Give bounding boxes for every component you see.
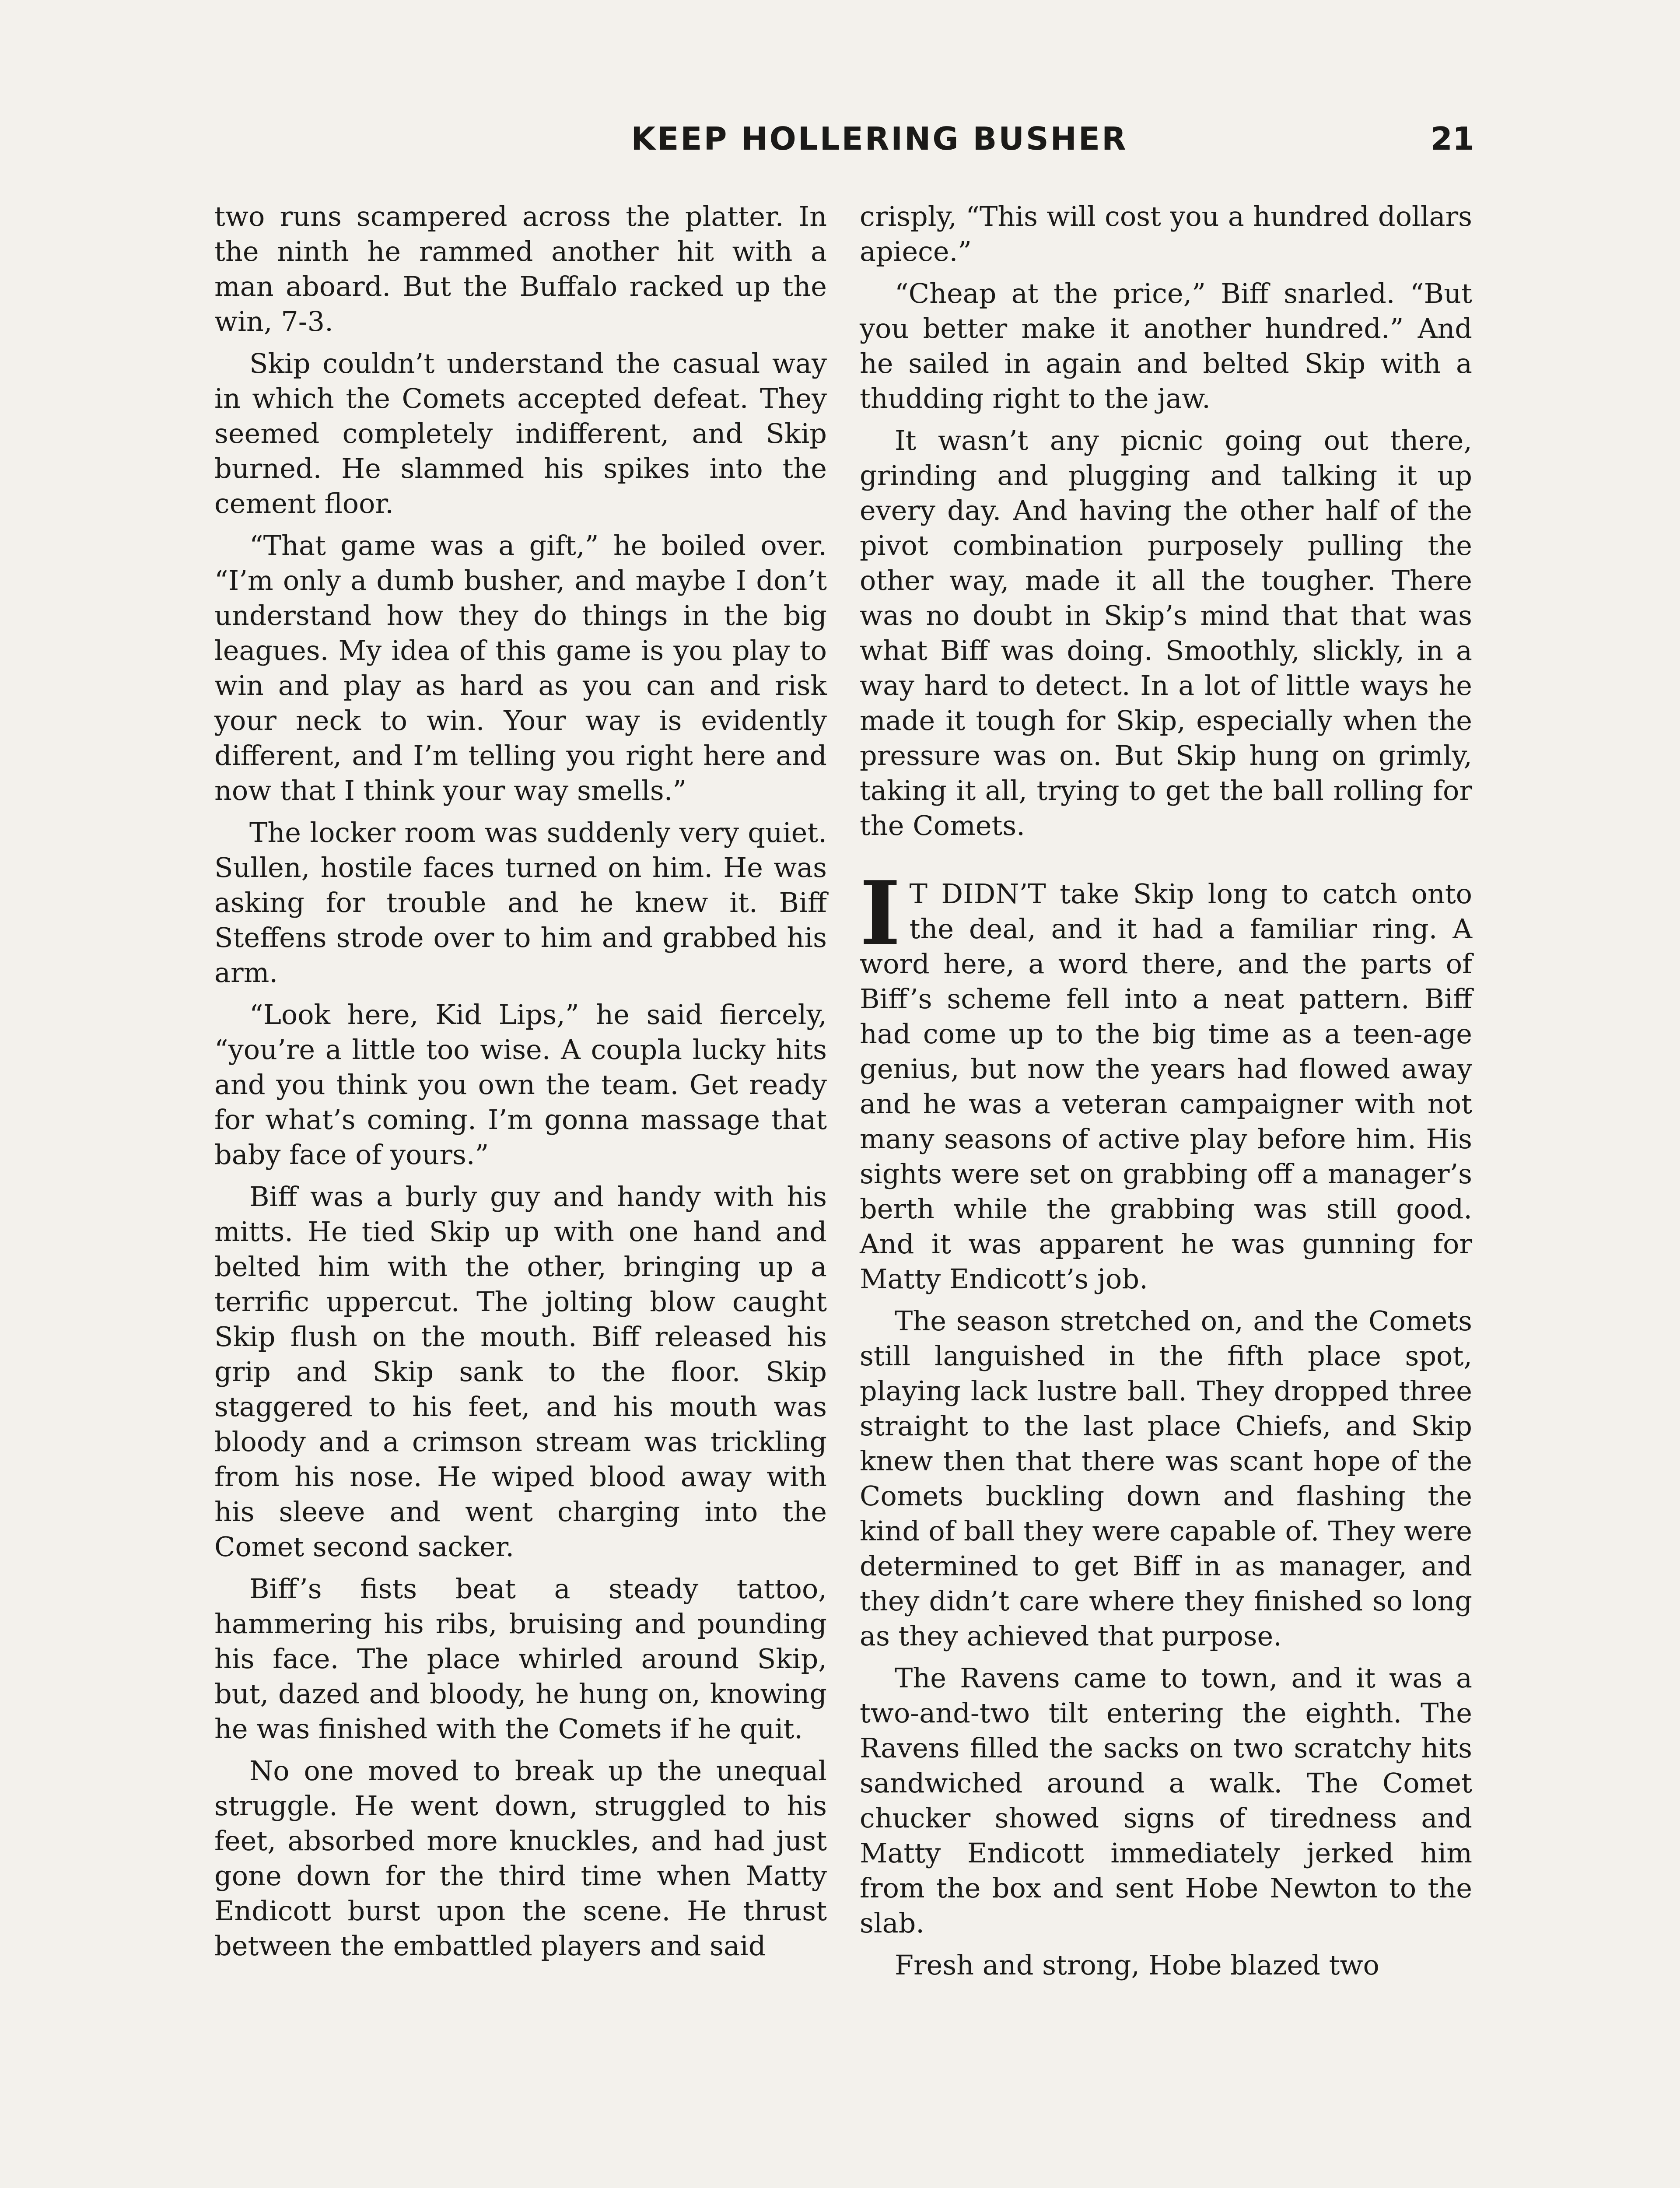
paragraph: It wasn’t any picnic going out there, grinding and plugging and talking it up every day. And having the other half of the pivot combination purposely pulling the other way, made it all the tougher. There was no doubt in Skip’s mind that that was what Biff was doing. Smoothly, slickly, in a way hard to detect. In a lot of little ways he made it tough for Skip, especially when the pressure was on. But Skip hung on grimly, taking it all, trying to get the ball rolling for the Comets.	[860, 424, 1472, 842]
paragraph: “Cheap at the price,” Biff snarled. “But you better make it another hundred.” And he sailed in again and belted Skip with a thudding right to the jaw.	[860, 277, 1472, 414]
paragraph: Biff was a burly guy and handy with his mitts. He tied Skip up with one hand and belted him with the other, bringing up a terrific uppercut. The jolting blow caught Skip flush on the mouth. Biff released his grip and Skip sank to the floor. Skip staggered to his feet, and his mouth was bloody and a crimson stream was trickling from his nose. He wiped blood away with his sleeve and went charging into the Comet second sacker.	[214, 1181, 827, 1563]
paragraph: The season stretched on, and the Comets still languished in the fifth place spot, playing lack lustre ball. They dropped three straight to the last place Chiefs, and Skip knew then that there was scant hope of the Comets buckling down and flashing the kind of ball they were capable of. They were determined to get Biff in as manager, and they didn’t care where they finished so long as they achieved that purpose.	[860, 1305, 1472, 1652]
dropcap-letter: I	[860, 862, 901, 965]
paragraph: crisply, “This will cost you a hundred dollars apiece.”	[860, 200, 1472, 267]
paragraph: Skip couldn’t understand the casual way in which the Comets accepted defeat. They seemed completely indifferent, and Skip burned. He slammed his spikes into the cement floor.	[214, 347, 827, 519]
right-column	[860, 199, 1472, 1990]
paragraph: Fresh and strong, Hobe blazed two	[895, 1949, 1379, 1981]
left-column	[214, 199, 827, 1971]
page-number: 21	[1430, 120, 1474, 157]
paragraph: The Ravens came to town, and it was a two-and-two tilt entering the eighth. The Ravens filled the sacks on two scratchy hits sandwiched around a walk. The Comet chucker showed signs of tiredness and Matty Endicott immediately jerked him from the box and sent Hobe Newton to the slab.	[860, 1662, 1472, 1939]
dropcap-paragraph	[860, 862, 1472, 1297]
paragraph: No one moved to break up the unequal struggle. He went down, struggled to his feet, absorbed more knuckles, and had just gone down for the third time when Matty Endicott burst upon the scene. He thrust between the embattled players and said	[214, 1755, 827, 1962]
paragraph: “That game was a gift,” he boiled over. “I’m only a dumb busher, and maybe I don’t understand how they do things in the big leagues. My idea of this game is you play to win and play as hard as you can and risk your neck to win. Your way is evidently different, and I’m telling you right here and now that I think your way smells.”	[214, 529, 827, 806]
paragraph: two runs scampered across the platter. In the ninth he rammed another hit with a man aboard. But the Buffalo racked up the win, 7-3.	[214, 200, 827, 337]
page-header	[214, 115, 1474, 163]
paragraph: “Look here, Kid Lips,” he said fiercely, “you’re a little too wise. A coupla lucky hits and you think you own the team. Get ready for what’s coming. I’m gonna massage that baby face of yours.”	[214, 999, 827, 1171]
running-title: KEEP HOLLERING BUSHER	[631, 120, 1128, 157]
section-break	[860, 850, 1472, 877]
paragraph: The locker room was suddenly very quiet. Sullen, hostile faces turned on him. He was asking for trouble and he knew it. Biff Steffens strode over to him and grabbed his arm.	[214, 817, 827, 989]
dropcap-paragraph-text: T DIDN’T take Skip long to catch onto the deal, and it had a familiar ring. A word here, a word there, and the parts of Biff’s scheme fell into a neat pattern. Biff had come up to the big time as a teen-age genius, but now the years had flowed away and he was a veteran campaigner with not many seasons of active play before him. His sights were set on grabbing off a manager’s berth while the grabbing was still good. And it was apparent he was gunning for Matty Endicott’s job.	[860, 878, 1472, 1295]
paragraph: Biff’s fists beat a steady tattoo, hammering his ribs, bruising and pounding his face. The place whirled around Skip, but, dazed and bloody, he hung on, knowing he was finished with the Comets if he quit.	[214, 1573, 827, 1745]
